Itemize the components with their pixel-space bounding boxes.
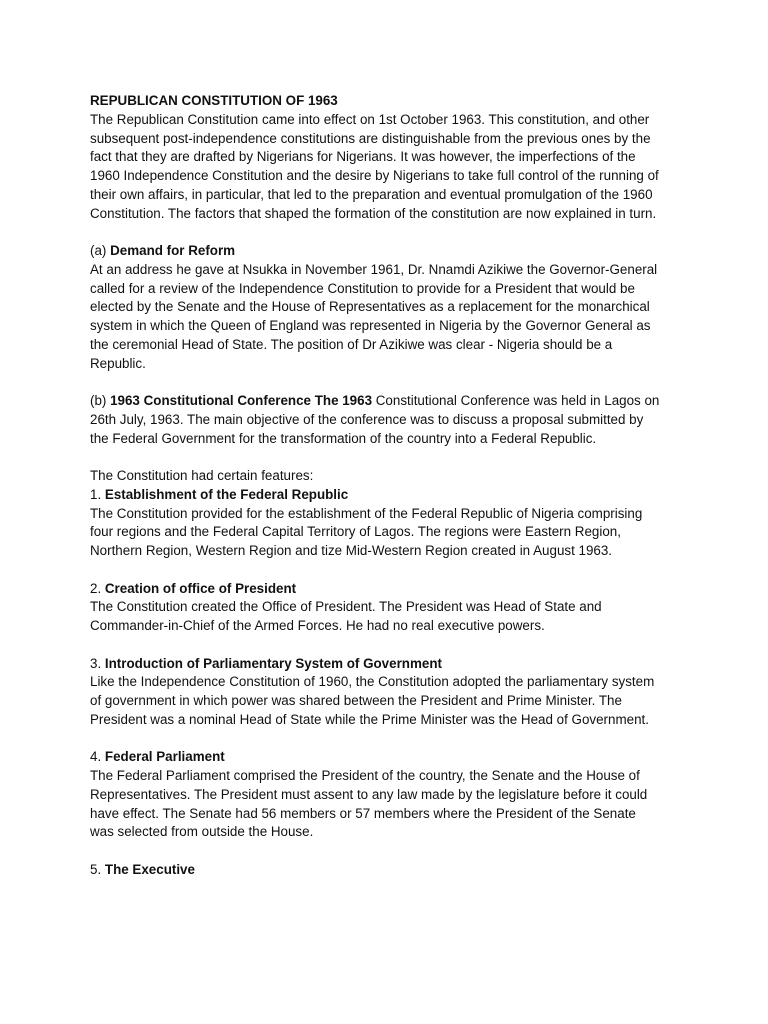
feature-5-heading <box>90 861 690 880</box>
feature-number: 5. <box>90 861 105 877</box>
feature-number: 4. <box>90 749 105 765</box>
section-b-first-line: Constitutional Conference was held in Lagos on <box>372 393 660 408</box>
paragraph-line: Northern Region, Western Region and tize Mid-Western Region created in August 1963. <box>90 543 613 558</box>
feature-title: Creation of office of President <box>104 580 297 596</box>
paragraph-line: The Republican Constitution came into effect on 1st October 1963. This constitution, and other <box>90 111 650 127</box>
paragraph-line: Representatives. The President must assent to any law made by the legislature before it could <box>90 786 648 802</box>
paragraph-spacer <box>90 223 690 242</box>
paragraph-line: The Constitution provided for the establishment of the Federal Republic of Nigeria comprising <box>90 505 643 521</box>
feature-1-heading <box>90 486 690 505</box>
paragraph-spacer <box>90 636 690 655</box>
paragraph-line: Commander-in-Chief of the Armed Forces. He had no real executive powers. <box>90 618 545 633</box>
section-a-paragraph <box>90 261 690 374</box>
paragraph-line: The Federal Parliament comprised the President of the country, the Senate and the House of <box>90 768 640 783</box>
paragraph-line: 1960 Independence Constitution and the desire by Nigerians to take full control of the running of <box>90 168 659 183</box>
paragraph-line: the ceremonial Head of State. The position of Dr Azikiwe was clear - Nigeria should be a <box>90 336 613 352</box>
paragraph-line: system in which the Queen of England was represented in Nigeria by the Governor General as <box>90 318 651 333</box>
feature-4-paragraph <box>90 767 690 842</box>
section-b-paragraph <box>90 411 690 449</box>
paragraph-spacer <box>90 842 690 861</box>
paragraph-line: of government in which power was shared between the President and Prime Minister. The <box>90 693 622 708</box>
feature-title: Introduction of Parliamentary System of Government <box>104 655 442 671</box>
feature-number: 1. <box>90 486 105 502</box>
paragraph-line: The Constitution created the Office of President. The President was Head of State and <box>90 599 602 615</box>
feature-title: Establishment of the Federal Republic <box>104 486 349 502</box>
paragraph-line: four regions and the Federal Capital Territory of Lagos. The regions were Eastern Region, <box>90 524 621 540</box>
feature-3-heading <box>90 655 690 674</box>
paragraph-spacer <box>90 730 690 749</box>
paragraph-spacer <box>90 561 690 580</box>
paragraph-line: Constitution. The factors that shaped the formation of the constitution are now explained in turn. <box>90 205 657 221</box>
paragraph-line: Republic. <box>90 355 146 371</box>
document-body <box>90 92 690 880</box>
section-a-heading <box>90 242 690 261</box>
feature-2-heading <box>90 580 690 599</box>
section-b-prefix: (b) <box>90 393 111 408</box>
feature-2-paragraph <box>90 598 690 636</box>
section-b-heading <box>90 392 690 411</box>
paragraph-line: President was a nominal Head of State while the Prime Minister was the Head of Government. <box>90 711 649 727</box>
section-a-title: Demand for Reform <box>110 243 236 258</box>
paragraph-line: their own affairs, in particular, that led to the preparation and eventual promulgation of the 1960 <box>90 186 653 202</box>
paragraph-line: At an address he gave at Nsukka in November 1961, Dr. Nnamdi Azikiwe the Governor-General <box>90 261 658 277</box>
feature-4-heading <box>90 748 690 767</box>
paragraph-spacer <box>90 448 690 467</box>
intro-paragraph <box>90 111 690 224</box>
paragraph-line: was selected from outside the House. <box>90 824 314 840</box>
paragraph-line: called for a review of the Independence Constitution to provide for a President that would be <box>90 280 635 296</box>
feature-number: 2. <box>90 580 105 596</box>
feature-title: The Executive <box>104 861 195 877</box>
feature-1-paragraph <box>90 505 690 561</box>
paragraph-line: 26th July, 1963. The main objective of the conference was to discuss a proposal submitted by <box>90 411 644 427</box>
paragraph-line: subsequent post-independence constitutions are distinguishable from the previous ones by the <box>90 130 651 146</box>
features-intro: The Constitution had certain features: <box>90 468 314 483</box>
paragraph-line: Like the Independence Constitution of 1960, the Constitution adopted the parliamentary system <box>90 674 655 690</box>
paragraph-line: have effect. The Senate had 56 members or 57 members where the President of the Senate <box>90 805 636 821</box>
paragraph-line: the Federal Government for the transformation of the country into a Federal Republic. <box>90 430 597 446</box>
paragraph-line: fact that they are drafted by Nigerians for Nigerians. It was however, the imperfections of the <box>90 149 636 165</box>
section-b-title: 1963 Constitutional Conference The 1963 <box>110 393 373 408</box>
section-a-prefix: (a) <box>90 243 111 258</box>
feature-number: 3. <box>90 655 105 671</box>
paragraph-line: elected by the Senate and the House of Representatives as a replacement for the monarchical <box>90 299 650 315</box>
feature-title: Federal Parliament <box>104 749 225 765</box>
feature-3-paragraph <box>90 673 690 729</box>
document-title: REPUBLICAN CONSTITUTION OF 1963 <box>90 93 338 108</box>
paragraph-spacer <box>90 373 690 392</box>
